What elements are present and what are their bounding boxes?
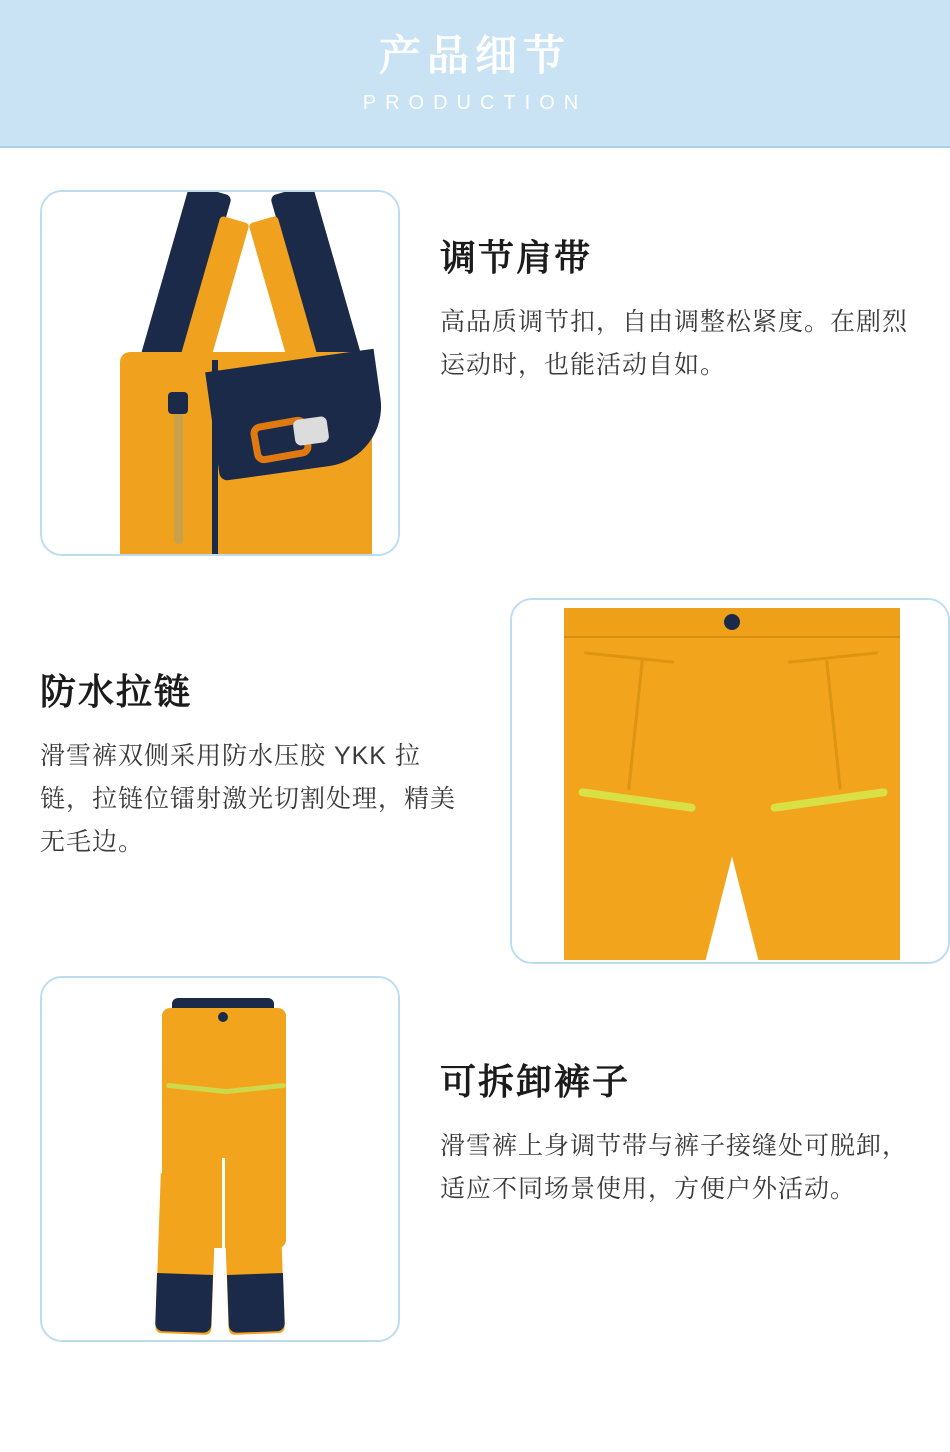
text-block-adjustable-straps (400, 190, 950, 387)
zipper-pull-icon (168, 392, 188, 414)
section-detachable-pants (0, 968, 950, 1388)
section-body-detachable-pants: 滑雪裤上身调节带与裤子接缝处可脱卸，适应不同场景使用，方便户外活动。 (440, 1132, 909, 1203)
section-heading-waterproof-zipper: 防水拉链 (40, 671, 193, 712)
product-image-detachable-pants (40, 976, 400, 1342)
illustration-full-pants (42, 978, 398, 1340)
page-header-banner (0, 0, 950, 148)
text-block-detachable-pants (400, 976, 950, 1211)
section-heading-detachable-pants: 可拆卸裤子 (440, 1061, 631, 1102)
illustration-bib-straps (42, 192, 398, 554)
page-title: 产品细节 (378, 32, 571, 80)
page-subtitle: PRODUCTION (362, 91, 588, 114)
pants-cuff-right (227, 1273, 285, 1333)
section-adjustable-straps (0, 148, 950, 568)
buckle-clip (292, 416, 329, 446)
leg-gap (222, 1158, 225, 1328)
section-body-adjustable-straps: 高品质调节扣，自由调整松紧度。在剧烈运动时，也能活动自如。 (440, 308, 909, 379)
chest-zipper (174, 404, 183, 544)
text-block-waterproof-zipper (0, 598, 470, 864)
illustration-shorts-zippers (512, 600, 948, 962)
bib-center-seam (212, 360, 218, 556)
product-image-adjustable-straps (40, 190, 400, 556)
waist-button-icon (218, 1012, 228, 1022)
section-heading-adjustable-straps: 调节肩带 (440, 237, 593, 278)
pants-cuff-left (155, 1273, 213, 1333)
waist-button-icon (724, 614, 740, 630)
section-waterproof-zipper (0, 568, 950, 968)
section-body-waterproof-zipper: 滑雪裤双侧采用防水压胶 YKK 拉链，拉链位镭射激光切割处理，精美无毛边。 (40, 742, 457, 856)
product-image-waterproof-zipper (510, 598, 950, 964)
